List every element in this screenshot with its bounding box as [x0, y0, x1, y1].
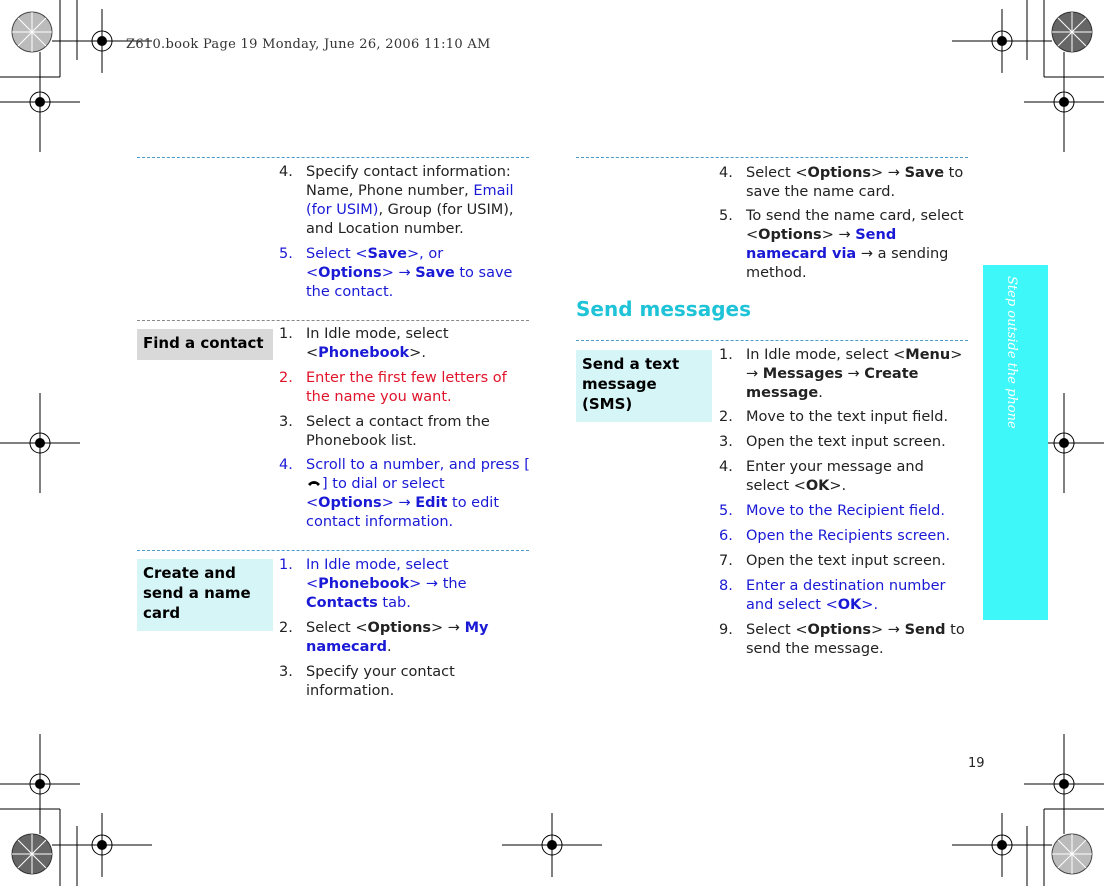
section-label-find-contact: Find a contact: [137, 329, 273, 360]
separator: [137, 157, 529, 158]
separator: [576, 157, 968, 158]
section-label-sms: Send a text message (SMS): [576, 350, 712, 422]
chapter-tab-label: Step outside the phone: [1004, 276, 1019, 429]
separator: [137, 320, 529, 321]
page-number: 19: [968, 756, 985, 771]
call-key-icon: [306, 476, 322, 488]
section-label-name-card: Create and send a name card: [137, 559, 273, 631]
section-heading-send-messages: Send messages: [576, 297, 751, 321]
print-header: Z610.book Page 19 Monday, June 26, 2006 11:10 AM: [126, 37, 491, 52]
separator: [576, 340, 968, 341]
separator: [137, 550, 529, 551]
